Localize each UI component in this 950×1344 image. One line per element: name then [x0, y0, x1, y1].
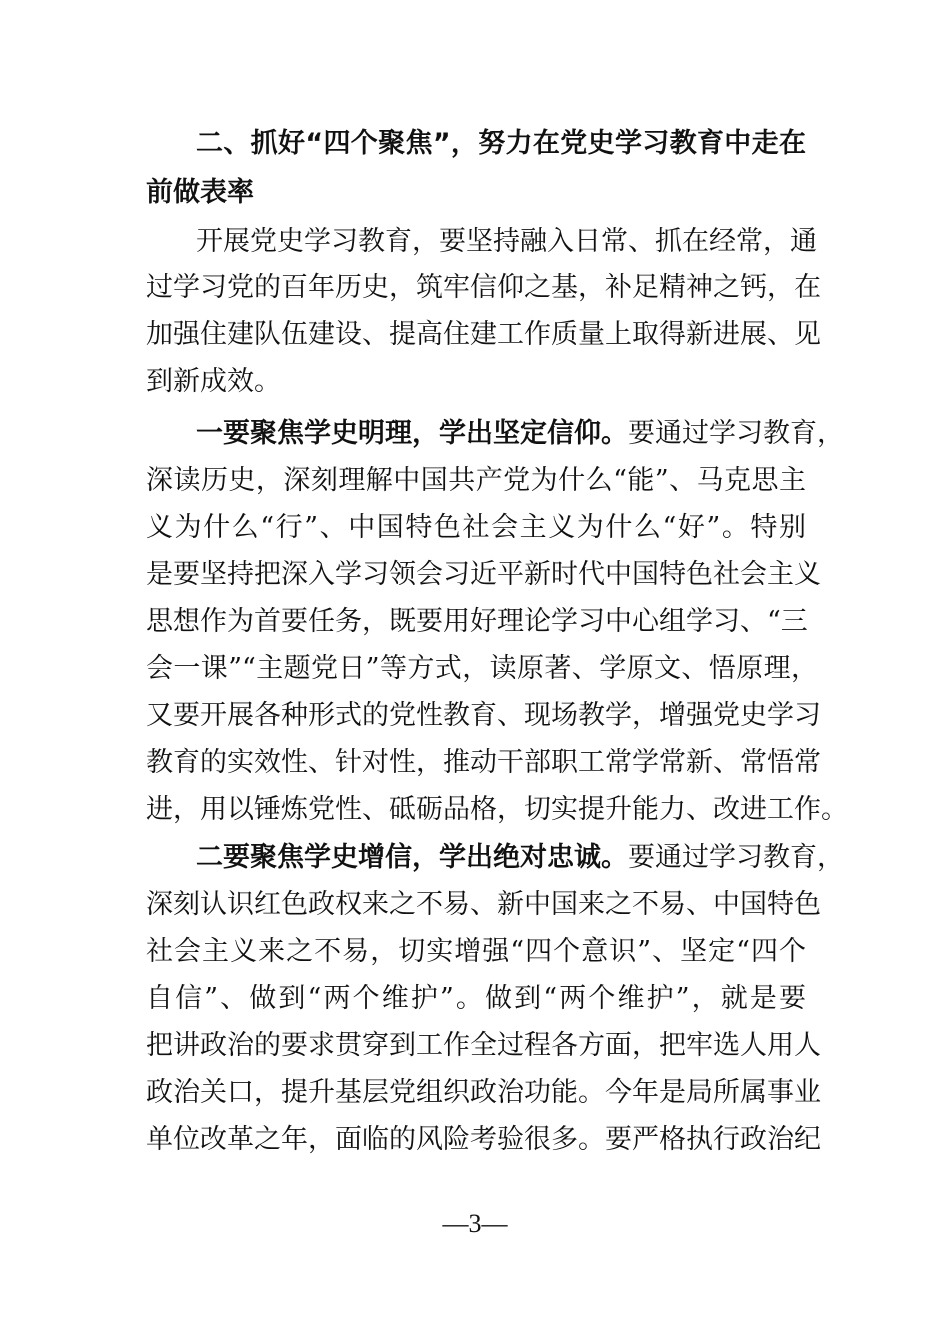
- paragraph3-line-1: [196, 842, 844, 874]
- paragraph2-first-line-rest: 要通过学习教育，: [628, 418, 844, 449]
- section-heading-line-2: 前做表率: [146, 177, 254, 208]
- paragraph3-line-5: 把讲政治的要求贯穿到工作全过程各方面，把牢选人用人: [146, 1030, 821, 1061]
- paragraph1-line-2: 过学习党的百年历史，筑牢信仰之基，补足精神之钙，在: [146, 272, 821, 303]
- paragraph1-line-4: 到新成效。: [146, 366, 281, 397]
- paragraph2-line-6: 会一课”“主题党日”等方式，读原著、学原文、悟原理，: [146, 653, 818, 684]
- paragraph2-line-8: 教育的实效性、针对性，推动干部职工常学常新、常悟常: [146, 747, 821, 778]
- paragraph3-line-2: 深刻认识红色政权来之不易、新中国来之不易、中国特色: [146, 889, 821, 920]
- page-number: —3—: [442, 1209, 508, 1238]
- paragraph3-line-4: 自信”、做到“两个维护”。做到“两个维护”，就是要: [146, 983, 806, 1014]
- section-heading-line-1: 二、抓好“四个聚焦”，努力在党史学习教育中走在: [196, 128, 806, 159]
- paragraph3-line-7: 单位改革之年，面临的风险考验很多。要严格执行政治纪: [146, 1124, 821, 1155]
- paragraph2-bold-lead: 一要聚焦学史明理，学出坚定信仰。: [196, 418, 628, 449]
- paragraph3-bold-lead: 二要聚焦学史增信，学出绝对忠诚。: [196, 842, 628, 873]
- paragraph2-line-9: 进，用以锤炼党性、砥砺品格，切实提升能力、改进工作。: [146, 794, 848, 825]
- paragraph2-line-4: 是要坚持把深入学习领会习近平新时代中国特色社会主义: [146, 559, 821, 590]
- paragraph3-first-line-rest: 要通过学习教育，: [628, 842, 844, 873]
- paragraph1-line-1: 开展党史学习教育，要坚持融入日常、抓在经常，通: [196, 226, 817, 257]
- paragraph2-line-2: 深读历史，深刻理解中国共产党为什么“能”、马克思主: [146, 465, 806, 496]
- paragraph2-line-1: [196, 418, 844, 450]
- paragraph3-line-3: 社会主义来之不易，切实增强“四个意识”、坚定“四个: [146, 936, 806, 967]
- paragraph2-line-3: 义为什么“行”、中国特色社会主义为什么“好”。特别: [146, 512, 806, 543]
- paragraph2-line-7: 又要开展各种形式的党性教育、现场教学，增强党史学习: [146, 700, 821, 731]
- paragraph1-line-3: 加强住建队伍建设、提高住建工作质量上取得新进展、见: [146, 319, 821, 350]
- paragraph3-line-6: 政治关口，提升基层党组织政治功能。今年是局所属事业: [146, 1077, 821, 1108]
- paragraph2-line-5: 思想作为首要任务，既要用好理论学习中心组学习、“三: [146, 606, 808, 637]
